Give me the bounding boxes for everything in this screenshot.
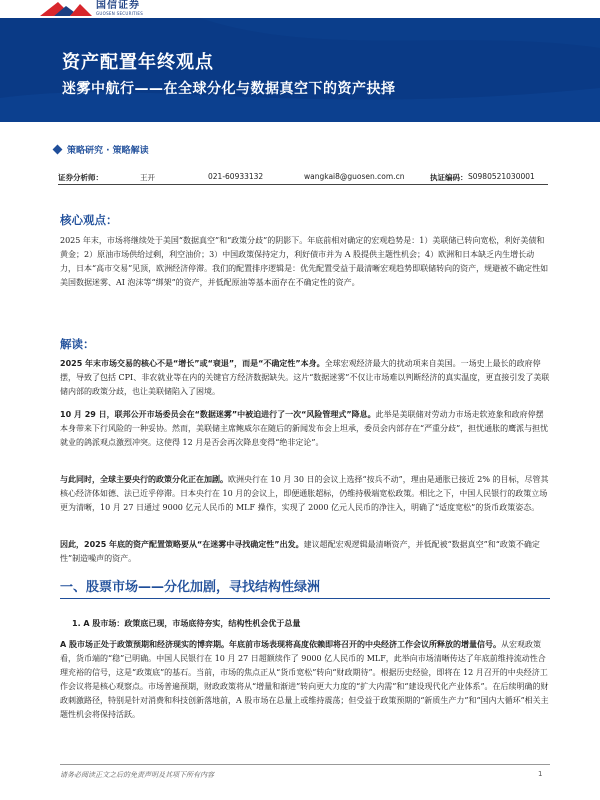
analyst-phone: 021-60933132 xyxy=(208,172,264,181)
a-share-body: 从宏观政策看，货币端的“稳”已明确。中国人民银行在 10 月 27 日超额续作了 9000 亿人民币的 MLF，此举向市场清晰传达了年底前维持流动性合理充裕的信号，这是“政策底”的基石。当前，市场的焦点正从“货币宽松”转向“财政期待”。根据历史经验，即将在 12 月召开的中央经济工作会议将是核心观察点。市场普遍预期，财政政策将从“增量和渐进”转向更大力度的“扩大内需”和“建设现代化产业体系”。在后续明确的财政刺激路径，特别是针对消费和科技创新落地前，A 股市场在总量上或维持震荡；但受益于政策预期的“新质生产力”和“国内大循环”相关主题性机会将保持活跃。 xyxy=(60,640,549,719)
analyst-license: S0980521030001 xyxy=(468,172,535,181)
interpret-p4-lead: 因此，2025 年底的资产配置策略要从“在迷雾中寻找确定性”出发。 xyxy=(60,540,304,549)
diamond-bullet-icon xyxy=(53,145,63,155)
interpret-paragraph-4 xyxy=(60,538,550,566)
report-title: 资产配置年终观点 xyxy=(62,52,214,73)
interpret-p1-body: 全球宏观经济最大的扰动项来自美国。一场史上最长的政府停摆，导致了包括 CPI、非农就业等在内的关键官方经济数据缺失。这片“数据迷雾”不仅让市场难以判断经济的真实温度，更直接引发了美联储内部的政策分歧，也让美联储陷入了困境。 xyxy=(60,359,550,396)
interpret-p3-lead: 与此同时，全球主要央行的政策分化正在加剧。 xyxy=(60,475,228,484)
interpret-heading: 解读： xyxy=(60,337,95,351)
interpret-paragraph-1 xyxy=(60,357,550,399)
equity-heading-underline xyxy=(60,598,550,599)
logo-mark-icon xyxy=(40,0,92,16)
license-label: 执证编码： xyxy=(430,173,468,182)
logo-en-text: GUOSEN SECURITIES xyxy=(96,10,144,16)
analyst-label: 证券分析师： xyxy=(58,173,103,182)
equity-section-heading: 一、股票市场——分化加剧，寻找结构性绿洲 xyxy=(60,580,321,595)
interpret-paragraph-2 xyxy=(60,408,550,450)
a-share-paragraph xyxy=(60,638,550,722)
interpret-p4-body: 建议超配宏观逻辑最清晰资产，并低配被“数据真空”和“政策不确定性”制造噪声的资产。 xyxy=(60,540,540,563)
interpret-paragraph-3 xyxy=(60,473,550,515)
interpret-p1-lead: 2025 年末市场交易的核心不是“增长”或“衰退”，而是“不确定性”本身。 xyxy=(60,359,325,368)
company-logo xyxy=(40,0,143,16)
report-subtitle: 迷雾中航行——在全球分化与数据真空下的资产抉择 xyxy=(62,81,396,97)
a-share-lead: A 股市场正处于政策预期和经济现实的博弈期。年底前市场表现将高度依赖即将召开的中央经济工作会议所释放的增量信号。 xyxy=(60,640,501,649)
report-category: 策略研究 · 策略解读 xyxy=(67,146,149,156)
top-bar xyxy=(0,0,600,16)
interpret-p3-body: 欧洲央行在 10 月 30 日的会议上选择“按兵不动”，理由是通胀已接近 2% 的目标，尽管其核心经济体如德、法已近乎停滞。日本央行在 10 月的会议上，即便通胀超标，仍维持极端宽松政策。相比之下，中国人民银行的政策立场更为清晰，10 月 27 日通过 9000 亿元人民币的 MLF 操作，实现了 2000 亿元人民币的净注入，明确了“适度宽松”的货币政策姿态。 xyxy=(60,475,549,512)
a-share-subheading: 1. A 股市场：政策底已现，市场底待夯实，结构性机会优于总量 xyxy=(72,619,301,628)
logo-cn-text: 国信证券 xyxy=(96,0,140,11)
analyst-name: 王开 xyxy=(140,173,155,182)
interpret-p2-lead: 10 月 29 日，联邦公开市场委员会在“数据迷雾”中被迫进行了一次“风险管理式”降息。 xyxy=(60,410,376,419)
interpret-p2-body: 此举是美联储对劳动力市场走软迹象和政府停摆本身带来下行风险的一种妥协。然而，美联储主席鲍威尔在随后的新闻发布会上坦承，委员会内部存在“严重分歧”，担忧通胀的鹰派与担忧就业的鸽派观点激烈冲突。这使得 12 月是否会再次降息变得“绝非定论”。 xyxy=(60,410,549,447)
analyst-divider xyxy=(58,184,548,185)
page-number: 1 xyxy=(538,770,543,778)
footer-disclaimer[interactable]: 请务必阅读正文之后的免责声明及其项下所有内容 xyxy=(60,771,214,779)
footer-divider xyxy=(60,764,550,765)
category-row xyxy=(54,143,149,156)
core-paragraph: 2025 年末，市场将继续处于美国“数据真空”和“政策分歧”的阴影下。年底前相对确定的宏观趋势是：1）美联储已转向宽松，利好美债和黄金；2）原油市场供给过剩，利空油价；3）中国政策保持定力，利好债市并为 A 股提供主题性机会；4）欧洲和日本缺乏内生增长动力，日本“高市交易”见顶，欧洲经济停滞。我们的配置排序逻辑是：优先配置受益于最清晰宏观趋势即联储转向的资产，规避被不确定性如美国数据迷雾、AI 泡沫等“绑架”的资产，并低配原油等基本面存在不确定性的资产。 xyxy=(60,236,549,287)
core-heading: 核心观点： xyxy=(60,213,118,227)
title-banner xyxy=(0,18,600,122)
analyst-email[interactable]: wangkai8@guosen.com.cn xyxy=(304,172,405,181)
